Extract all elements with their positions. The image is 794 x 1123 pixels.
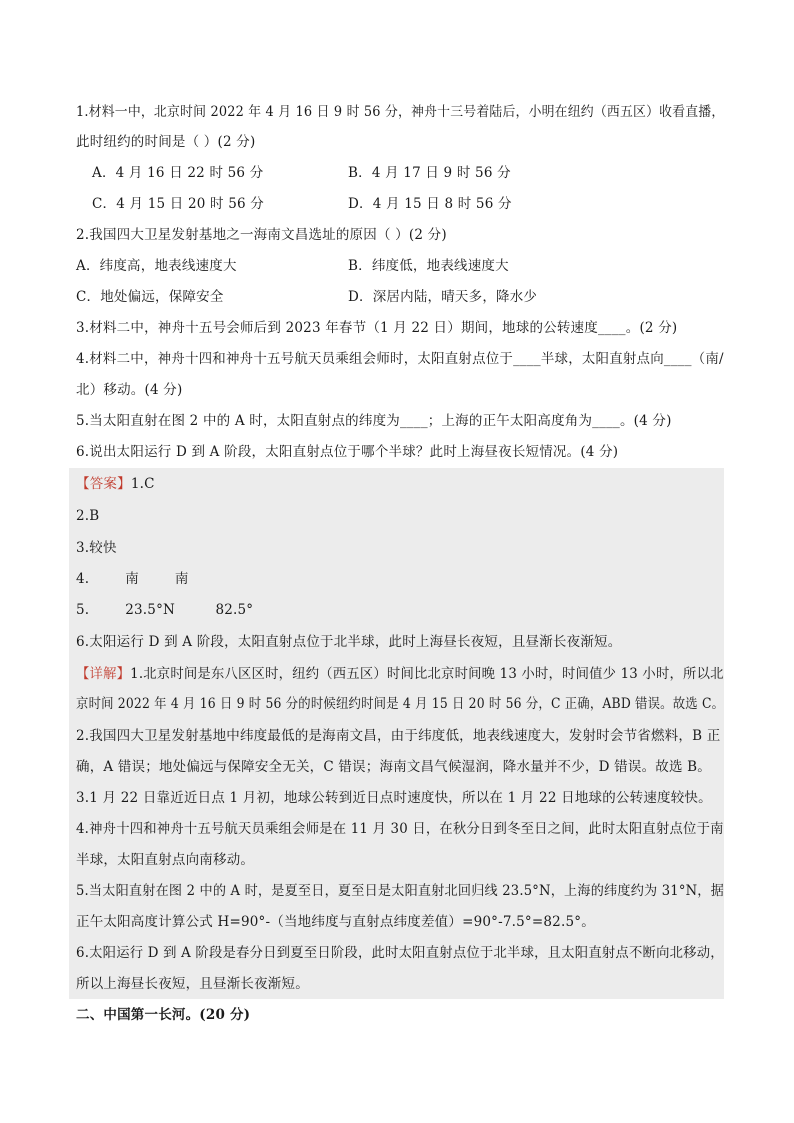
detail-5-line2: 正午太阳高度计算公式 H=90°-（当地纬度与直射点纬度差值）=90°-7.5°=82.5°。 (76, 914, 595, 930)
detail-5-line1: 5.当太阳直射在图 2 中的 A 时，是夏至日，夏至日是太阳直射北回归线 23.5°N，上海的纬度约为 31°N，据 (76, 883, 724, 899)
answer-tag: 【答案】 (76, 476, 131, 492)
q2-line1: 2.我国四大卫星发射基地之一海南文昌选址的原因（ ）(2 分) (76, 227, 447, 243)
answer-1: 1.C (130, 476, 155, 492)
answer-6: 6.太阳运行 D 到 A 阶段，太阳直射点位于北半球，此时上海昼长夜短，且昼渐长夜渐短。 (76, 634, 622, 650)
detail-2-line1: 2.我国四大卫星发射基地中纬度最低的是海南文昌，由于纬度低，地表线速度大，发射时会节省燃料，B 正 (76, 728, 721, 744)
q1-option-c: C．4 月 15 日 20 时 56 分 (92, 196, 264, 212)
answer-line1 (76, 474, 155, 494)
q5-line1: 5.当太阳直射在图 2 中的 A 时，太阳直射点的纬度为____；上海的正午太阳高度角为____。(4 分) (76, 413, 672, 429)
answer-4: 4. 南 南 (76, 571, 189, 587)
q2-option-b: B．纬度低，地表线速度大 (348, 258, 509, 274)
answer-3: 3.较快 (76, 540, 117, 556)
q1-line2: 此时纽约的时间是（ ）(2 分) (76, 134, 256, 150)
section-title: 二、中国第一长河。(20 分) (76, 1007, 251, 1023)
q4-line2: 北）移动。(4 分) (76, 382, 183, 398)
q1-option-b: B．4 月 17 日 9 时 56 分 (348, 165, 511, 181)
q3-line1: 3.材料二中，神舟十五号会师后到 2023 年春节（1 月 22 日）期间，地球的公转速度____。(2 分) (76, 320, 678, 336)
detail-4-line2: 半球，太阳直射点向南移动。 (76, 852, 255, 868)
detail-1-line2: 京时间 2022 年 4 月 16 日 9 时 56 分的时候纽约时间是 4 月 15 日 20 时 56 分，C 正确，ABD 错误。故选 C。 (76, 696, 725, 712)
q4-line1: 4.材料二中，神舟十四和神舟十五号航天员乘组会师时，太阳直射点位于____半球，太阳直射点向____（南/ (76, 351, 724, 367)
q1-line1: 1.材料一中，北京时间 2022 年 4 月 16 日 9 时 56 分，神舟十三号着陆后，小明在纽约（西五区）收看直播， (76, 104, 725, 120)
q2-option-d: D．深居内陆，晴天多，降水少 (348, 289, 538, 305)
q2-option-a: A．纬度高，地表线速度大 (76, 258, 237, 274)
detail-tag: 【详解】 (76, 666, 131, 682)
detail-4-line1: 4.神舟十四和神舟十五号航天员乘组会师是在 11 月 30 日，在秋分日到冬至日之间，此时太阳直射点位于南 (76, 821, 724, 837)
answer-5: 5. 23.5°N 82.5° (76, 602, 254, 618)
detail-line1 (76, 664, 724, 684)
detail-6-line2: 所以上海昼长夜短，且昼渐长夜渐短。 (76, 976, 309, 992)
detail-6-line1: 6.太阳运行 D 到 A 阶段是春分日到夏至日阶段，此时太阳直射点位于北半球，且太阳直射点不断向北移动， (76, 945, 724, 961)
q1-option-d: D．4 月 15 日 8 时 56 分 (348, 196, 512, 212)
q2-option-c: C．地处偏远，保障安全 (76, 289, 224, 305)
answer-2: 2.B (76, 508, 100, 524)
q1-option-a: A．4 月 16 日 22 时 56 分 (92, 165, 264, 181)
q6-line1: 6.说出太阳运行 D 到 A 阶段，太阳直射点位于哪个半球？此时上海昼夜长短情况。(4 分) (76, 444, 619, 460)
detail-2-line2: 确，A 错误；地处偏远与保障安全无关，C 错误；海南文昌气候湿润，降水量并不少，D 错误。故选 B。 (76, 759, 711, 775)
detail-3-line1: 3.1 月 22 日靠近近日点 1 月初，地球公转到近日点时速度快，所以在 1 月 22 日地球的公转速度较快。 (76, 790, 712, 806)
detail-1-line1: 1.北京时间是东八区区时，纽约（西五区）时间比北京时间晚 13 小时，时间值少 13 小时，所以北 (130, 666, 724, 682)
